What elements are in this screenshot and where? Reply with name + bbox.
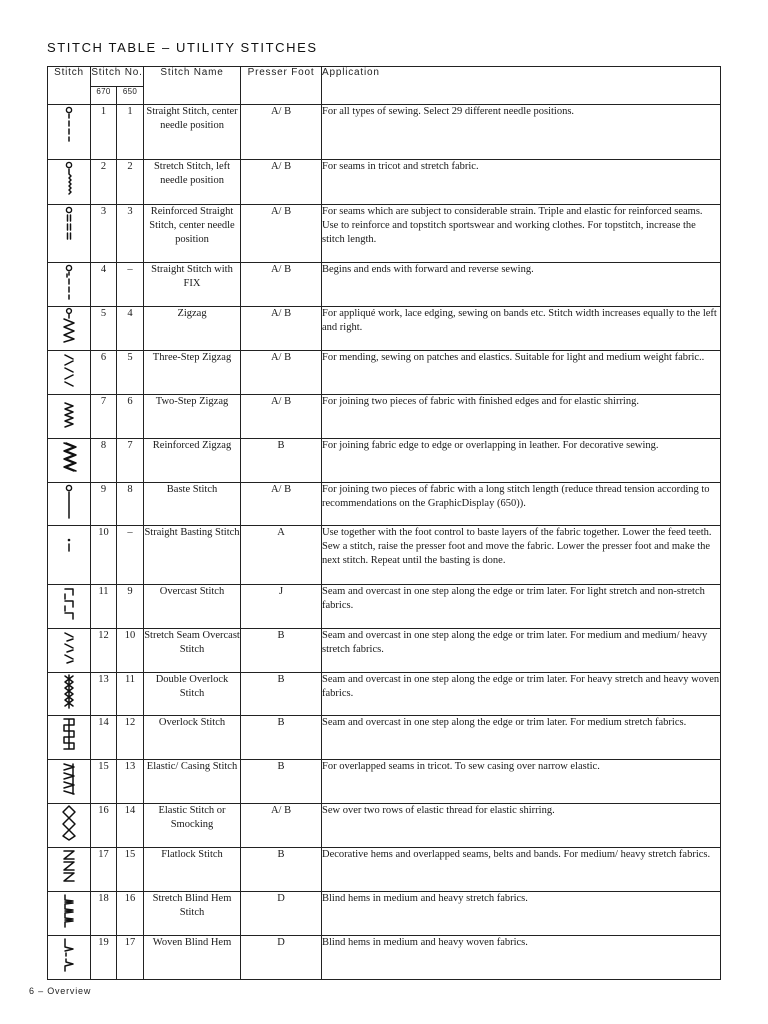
elastic-smocking-icon bbox=[61, 804, 77, 842]
application: For seams in tricot and stretch fabric. bbox=[322, 160, 721, 205]
application: Blind hems in medium and heavy stretch fabrics. bbox=[322, 892, 721, 936]
table-row bbox=[48, 760, 721, 804]
two-step-zigzag-icon bbox=[61, 395, 77, 433]
application: For joining fabric edge to edge or overlapping in leather. For decorative sewing. bbox=[322, 439, 721, 483]
stitch-icon-cell bbox=[48, 760, 91, 804]
application: Use together with the foot control to baste layers of the fabric together. Lower the feed teeth. Sew a stitch, raise the presser foot and move the fabric. Lower the presser foot and make the next stitch. Repeat until the basting is done. bbox=[322, 526, 721, 585]
application: For appliqué work, lace edging, sewing on bands etc. Stitch width increases equally to the left and right. bbox=[322, 307, 721, 351]
stitch-name: Reinforced Zigzag bbox=[144, 439, 241, 483]
application: Sew over two rows of elastic thread for elastic shirring. bbox=[322, 804, 721, 848]
stitch-name: Elastic Stitch or Smocking bbox=[144, 804, 241, 848]
flatlock-stitch-icon bbox=[61, 848, 77, 886]
stitch-icon-cell bbox=[48, 483, 91, 526]
table-row bbox=[48, 263, 721, 307]
stitch-name: Zigzag bbox=[144, 307, 241, 351]
header-stitch-no: Stitch No. bbox=[91, 67, 144, 87]
table-row bbox=[48, 160, 721, 205]
stitch-number-650: 15 bbox=[117, 848, 144, 892]
baste-stitch-icon bbox=[61, 483, 77, 521]
stitch-icon-cell bbox=[48, 160, 91, 205]
stitch-number-650: 5 bbox=[117, 351, 144, 395]
reinforced-straight-stitch-icon bbox=[61, 205, 77, 243]
presser-foot: A/ B bbox=[241, 395, 322, 439]
application: For all types of sewing. Select 29 different needle positions. bbox=[322, 105, 721, 160]
straight-stitch-fix-icon bbox=[61, 263, 77, 301]
stitch-icon-cell bbox=[48, 629, 91, 673]
header-application: Application bbox=[322, 67, 721, 105]
stitch-number-650: 17 bbox=[117, 936, 144, 980]
application: For overlapped seams in tricot. To sew casing over narrow elastic. bbox=[322, 760, 721, 804]
stitch-icon-cell bbox=[48, 307, 91, 351]
double-overlock-icon bbox=[61, 673, 77, 711]
stitch-number-650: 12 bbox=[117, 716, 144, 760]
stitch-icon-cell bbox=[48, 716, 91, 760]
stitch-number-670: 9 bbox=[91, 483, 117, 526]
table-row bbox=[48, 351, 721, 395]
stitch-number-670: 7 bbox=[91, 395, 117, 439]
table-row bbox=[48, 936, 721, 980]
application: Seam and overcast in one step along the edge or trim later. For medium stretch fabrics. bbox=[322, 716, 721, 760]
stitch-name: Overlock Stitch bbox=[144, 716, 241, 760]
header-presser-foot: Presser Foot bbox=[241, 67, 322, 105]
stitch-number-670: 2 bbox=[91, 160, 117, 205]
application: Seam and overcast in one step along the edge or trim later. For medium and medium/ heavy stretch fabrics. bbox=[322, 629, 721, 673]
stretch-seam-overcast-icon bbox=[61, 629, 77, 667]
application: For mending, sewing on patches and elastics. Suitable for light and medium weight fabric.. bbox=[322, 351, 721, 395]
page-footer: 6 – Overview bbox=[29, 986, 92, 996]
stitch-number-650: 8 bbox=[117, 483, 144, 526]
table-row bbox=[48, 205, 721, 263]
header-model-670: 670 bbox=[91, 87, 117, 105]
stitch-name: Woven Blind Hem bbox=[144, 936, 241, 980]
application: Seam and overcast in one step along the edge or trim later. For heavy stretch and heavy woven fabrics. bbox=[322, 673, 721, 716]
application: Blind hems in medium and heavy woven fabrics. bbox=[322, 936, 721, 980]
overcast-stitch-icon bbox=[61, 585, 77, 623]
header-stitch-name: Stitch Name bbox=[144, 67, 241, 105]
stitch-number-650: – bbox=[117, 526, 144, 585]
stitch-number-650: – bbox=[117, 263, 144, 307]
stitch-icon-cell bbox=[48, 105, 91, 160]
table-row bbox=[48, 395, 721, 439]
stitch-name: Overcast Stitch bbox=[144, 585, 241, 629]
table-row bbox=[48, 105, 721, 160]
stitch-name: Flatlock Stitch bbox=[144, 848, 241, 892]
woven-blind-hem-icon bbox=[61, 936, 77, 974]
stitch-number-650: 6 bbox=[117, 395, 144, 439]
table-row bbox=[48, 629, 721, 673]
stitch-icon-cell bbox=[48, 848, 91, 892]
presser-foot: A bbox=[241, 526, 322, 585]
stretch-stitch-icon bbox=[61, 160, 77, 198]
stitch-name: Straight Stitch, center needle position bbox=[144, 105, 241, 160]
presser-foot: A/ B bbox=[241, 483, 322, 526]
stitch-name: Straight Stitch with FIX bbox=[144, 263, 241, 307]
three-step-zigzag-icon bbox=[61, 351, 77, 389]
table-header-row bbox=[48, 67, 721, 87]
presser-foot: B bbox=[241, 716, 322, 760]
straight-basting-stitch-icon bbox=[61, 526, 77, 564]
stitch-name: Two-Step Zigzag bbox=[144, 395, 241, 439]
stitch-icon-cell bbox=[48, 936, 91, 980]
presser-foot: A/ B bbox=[241, 307, 322, 351]
presser-foot: A/ B bbox=[241, 205, 322, 263]
application: For seams which are subject to considerable strain. Triple and elastic for reinforced seams. Use to reinforce and topstitch sportswear and working clothes. For topstitch, increase the stitch length. bbox=[322, 205, 721, 263]
presser-foot: A/ B bbox=[241, 263, 322, 307]
stitch-name: Three-Step Zigzag bbox=[144, 351, 241, 395]
overlock-stitch-icon bbox=[61, 716, 77, 754]
stitch-number-670: 18 bbox=[91, 892, 117, 936]
table-row bbox=[48, 585, 721, 629]
stitch-number-650: 10 bbox=[117, 629, 144, 673]
stitch-table bbox=[47, 66, 721, 980]
zigzag-icon bbox=[61, 307, 77, 345]
stitch-number-670: 17 bbox=[91, 848, 117, 892]
page-title: STITCH TABLE – UTILITY STITCHES bbox=[47, 40, 318, 55]
stitch-number-670: 14 bbox=[91, 716, 117, 760]
presser-foot: B bbox=[241, 848, 322, 892]
stitch-name: Baste Stitch bbox=[144, 483, 241, 526]
stretch-blind-hem-icon bbox=[61, 892, 77, 930]
stitch-icon-cell bbox=[48, 804, 91, 848]
application: For joining two pieces of fabric with a long stitch length (reduce thread tension according to recommendations on the GraphicDisplay (650)). bbox=[322, 483, 721, 526]
stitch-number-650: 11 bbox=[117, 673, 144, 716]
stitch-number-670: 6 bbox=[91, 351, 117, 395]
application: For joining two pieces of fabric with finished edges and for elastic shirring. bbox=[322, 395, 721, 439]
stitch-number-670: 15 bbox=[91, 760, 117, 804]
stitch-number-670: 11 bbox=[91, 585, 117, 629]
presser-foot: A/ B bbox=[241, 105, 322, 160]
stitch-number-650: 4 bbox=[117, 307, 144, 351]
stitch-name: Straight Basting Stitch bbox=[144, 526, 241, 585]
stitch-number-650: 3 bbox=[117, 205, 144, 263]
stitch-number-670: 13 bbox=[91, 673, 117, 716]
presser-foot: A/ B bbox=[241, 351, 322, 395]
stitch-number-670: 12 bbox=[91, 629, 117, 673]
table-body bbox=[48, 105, 721, 980]
stitch-icon-cell bbox=[48, 351, 91, 395]
stitch-number-650: 13 bbox=[117, 760, 144, 804]
table-row bbox=[48, 848, 721, 892]
stitch-icon-cell bbox=[48, 892, 91, 936]
header-model-650: 650 bbox=[117, 87, 144, 105]
presser-foot: D bbox=[241, 892, 322, 936]
presser-foot: B bbox=[241, 673, 322, 716]
stitch-number-650: 7 bbox=[117, 439, 144, 483]
presser-foot: D bbox=[241, 936, 322, 980]
stitch-number-670: 5 bbox=[91, 307, 117, 351]
application: Seam and overcast in one step along the edge or trim later. For light stretch and non-stretch fabrics. bbox=[322, 585, 721, 629]
reinforced-zigzag-icon bbox=[61, 439, 77, 477]
header-stitch: Stitch bbox=[48, 67, 91, 105]
stitch-number-670: 19 bbox=[91, 936, 117, 980]
presser-foot: B bbox=[241, 439, 322, 483]
stitch-icon-cell bbox=[48, 673, 91, 716]
stitch-number-650: 9 bbox=[117, 585, 144, 629]
stitch-number-670: 8 bbox=[91, 439, 117, 483]
stitch-number-650: 14 bbox=[117, 804, 144, 848]
presser-foot: B bbox=[241, 629, 322, 673]
stitch-name: Stretch Seam Overcast Stitch bbox=[144, 629, 241, 673]
stitch-name: Stretch Stitch, left needle position bbox=[144, 160, 241, 205]
stitch-number-670: 4 bbox=[91, 263, 117, 307]
elastic-casing-icon bbox=[61, 760, 77, 798]
stitch-number-670: 1 bbox=[91, 105, 117, 160]
straight-stitch-icon bbox=[61, 105, 77, 143]
table-row bbox=[48, 439, 721, 483]
stitch-icon-cell bbox=[48, 395, 91, 439]
stitch-name: Elastic/ Casing Stitch bbox=[144, 760, 241, 804]
application: Decorative hems and overlapped seams, belts and bands. For medium/ heavy stretch fabrics. bbox=[322, 848, 721, 892]
stitch-name: Double Overlock Stitch bbox=[144, 673, 241, 716]
presser-foot: J bbox=[241, 585, 322, 629]
stitch-number-670: 3 bbox=[91, 205, 117, 263]
stitch-number-650: 1 bbox=[117, 105, 144, 160]
application: Begins and ends with forward and reverse sewing. bbox=[322, 263, 721, 307]
stitch-icon-cell bbox=[48, 263, 91, 307]
presser-foot: B bbox=[241, 760, 322, 804]
stitch-number-670: 10 bbox=[91, 526, 117, 585]
table-row bbox=[48, 483, 721, 526]
table-row bbox=[48, 892, 721, 936]
stitch-number-650: 2 bbox=[117, 160, 144, 205]
table-row bbox=[48, 716, 721, 760]
stitch-icon-cell bbox=[48, 585, 91, 629]
table-row bbox=[48, 673, 721, 716]
stitch-icon-cell bbox=[48, 205, 91, 263]
stitch-name: Stretch Blind Hem Stitch bbox=[144, 892, 241, 936]
table-row bbox=[48, 307, 721, 351]
stitch-number-650: 16 bbox=[117, 892, 144, 936]
presser-foot: A/ B bbox=[241, 160, 322, 205]
stitch-icon-cell bbox=[48, 526, 91, 585]
table-row bbox=[48, 804, 721, 848]
stitch-number-670: 16 bbox=[91, 804, 117, 848]
presser-foot: A/ B bbox=[241, 804, 322, 848]
table-row bbox=[48, 526, 721, 585]
stitch-name: Reinforced Straight Stitch, center needle position bbox=[144, 205, 241, 263]
stitch-icon-cell bbox=[48, 439, 91, 483]
